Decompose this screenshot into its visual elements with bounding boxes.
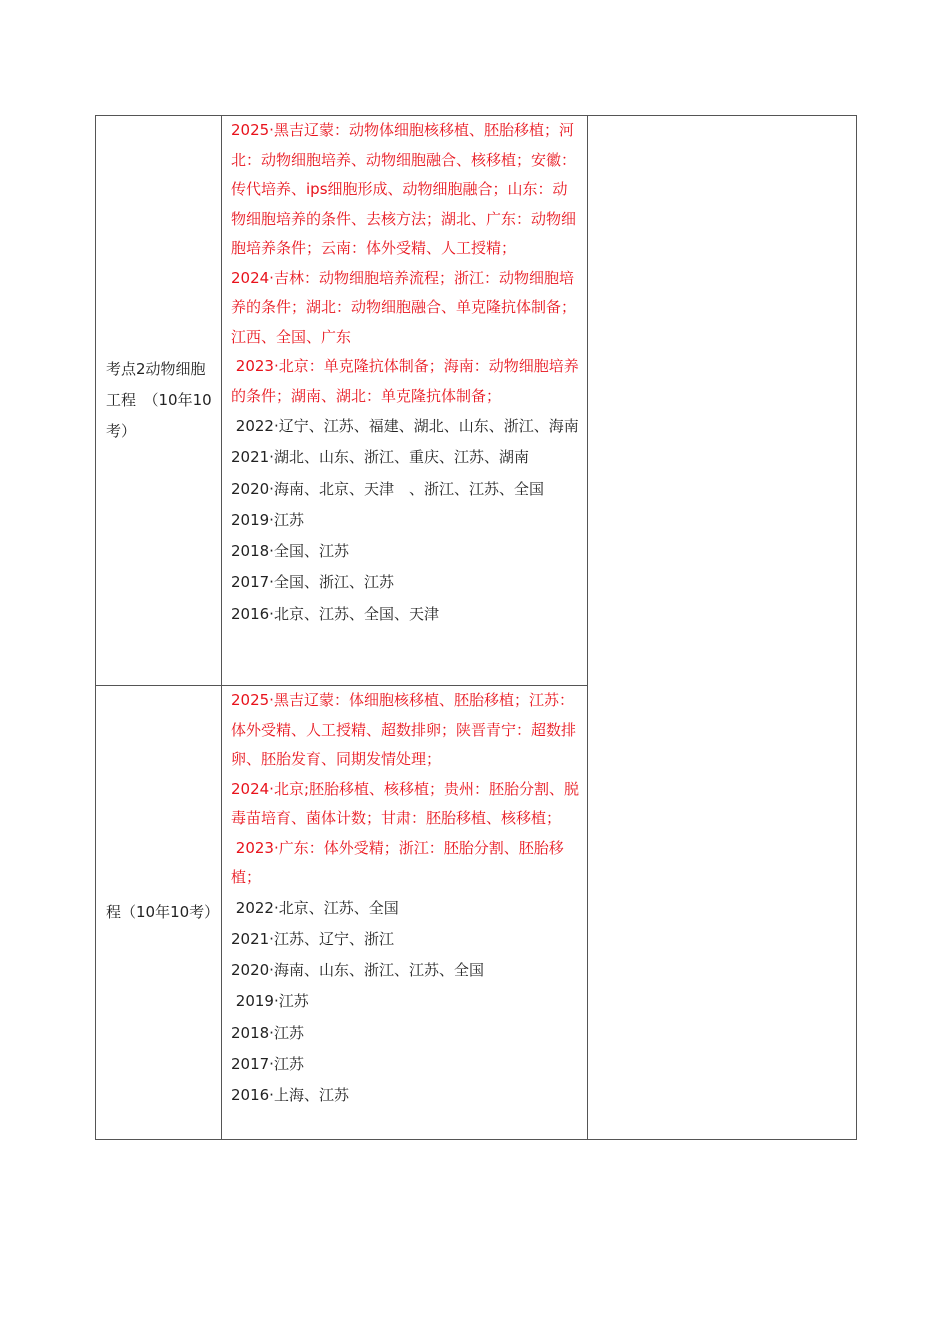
year-entry-2017: 2017·全国、浙江、江苏 xyxy=(231,573,394,592)
topic-cell xyxy=(96,686,222,1140)
years-cell xyxy=(222,686,588,1140)
year-entry-2021: 2021·湖北、山东、浙江、重庆、江苏、湖南 xyxy=(231,448,529,467)
table-row-animal-cell-engineering xyxy=(96,116,857,686)
year-entry-2016: 2016·上海、江苏 xyxy=(231,1086,349,1105)
topic-label: 程（10年10考） xyxy=(106,903,220,921)
years-cell xyxy=(222,116,588,686)
exam-table xyxy=(95,115,857,1140)
year-entry-2023: 2023·广东：体外受精；浙江：胚胎分割、胚胎移植； xyxy=(231,838,564,886)
year-entry-2018: 2018·江苏 xyxy=(231,1023,304,1042)
topic-label: 考点2动物细胞工程 （10年10考） xyxy=(106,360,212,440)
year-entry-2021: 2021·江苏、辽宁、浙江 xyxy=(231,929,394,948)
year-entry-2025: 2025·黑吉辽蒙：动物体细胞核移植、胚胎移植；河北：动物细胞培养、动物细胞融合、核移植；安徽：传代培养、ips细胞形成、动物细胞融合；山东：动物细胞培养的条件、去核方法；湖北、广东：动物细胞培养条件；云南：体外受精、人工授精； xyxy=(231,121,577,257)
year-entry-2022: 2022·辽宁、江苏、福建、湖北、山东、浙江、海南 xyxy=(231,417,579,435)
year-entry-2020: 2020·海南、山东、浙江、江苏、全国 xyxy=(231,961,484,980)
year-entry-2024: 2024·吉林：动物细胞培养流程；浙江：动物细胞培养的条件；湖北：动物细胞融合、单克隆抗体制备；江西、全国、广东 xyxy=(231,268,577,346)
topic-cell xyxy=(96,116,222,686)
year-entry-2018: 2018·全国、江苏 xyxy=(231,542,349,561)
year-entry-2016: 2016·北京、江苏、全国、天津 xyxy=(231,604,439,623)
year-entry-2023: 2023·北京：单克隆抗体制备；海南：动物细胞培养的条件；湖南、湖北：单克隆抗体制备； xyxy=(231,357,579,405)
year-entry-2019: 2019·江苏 xyxy=(231,992,309,1011)
year-entry-2025: 2025·黑吉辽蒙：体细胞核移植、胚胎移植；江苏：体外受精、人工授精、超数排卵；陕晋青宁：超数排卵、胚胎发育、同期发情处理； xyxy=(231,691,577,768)
year-entry-2024: 2024·北京;胚胎移植、核移植；贵州：胚胎分割、脱毒苗培育、菌体计数；甘肃：胚胎移植、核移植； xyxy=(231,779,579,827)
year-entry-2019: 2019·江苏 xyxy=(231,510,304,529)
year-entry-2022: 2022·北京、江苏、全国 xyxy=(231,898,399,917)
year-entry-2017: 2017·江苏 xyxy=(231,1054,304,1073)
year-entry-2020: 2020·海南、北京、天津 、浙江、江苏、全国 xyxy=(231,479,544,498)
notes-cell xyxy=(588,116,857,1140)
